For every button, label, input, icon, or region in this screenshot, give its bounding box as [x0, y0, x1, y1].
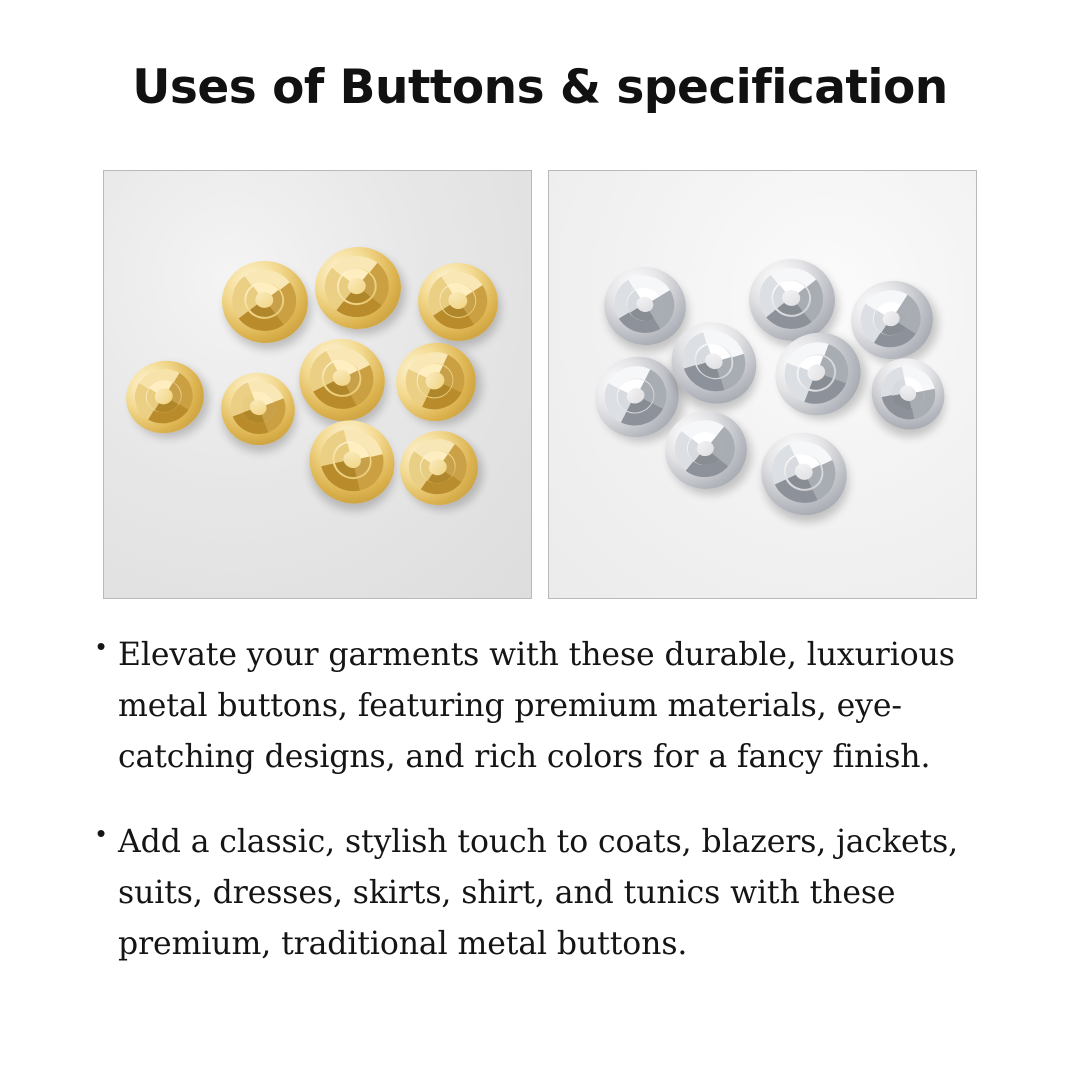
bullet-marker-icon: •	[96, 631, 106, 661]
gold-knot-buttons-photo[interactable]	[103, 170, 532, 599]
bullet-text: Add a classic, stylish touch to coats, blazers, jackets, suits, dresses, skirts, shirt, and tunics with these premium, traditional metal buttons.	[118, 824, 959, 963]
page-title: Uses of Buttons & specification	[132, 60, 948, 115]
bullet-marker-icon: •	[96, 818, 106, 849]
feature-bullet-list	[84, 630, 1034, 1004]
product-image-gallery	[103, 170, 977, 599]
silver-knot-buttons-photo[interactable]	[548, 170, 977, 599]
bullet-text: Elevate your garments with these durable, luxurious metal buttons, featuring premium materials, eye-catching designs, and rich colors for a fancy finish.	[118, 637, 955, 776]
list-item	[84, 817, 1034, 970]
list-item	[84, 630, 1034, 783]
